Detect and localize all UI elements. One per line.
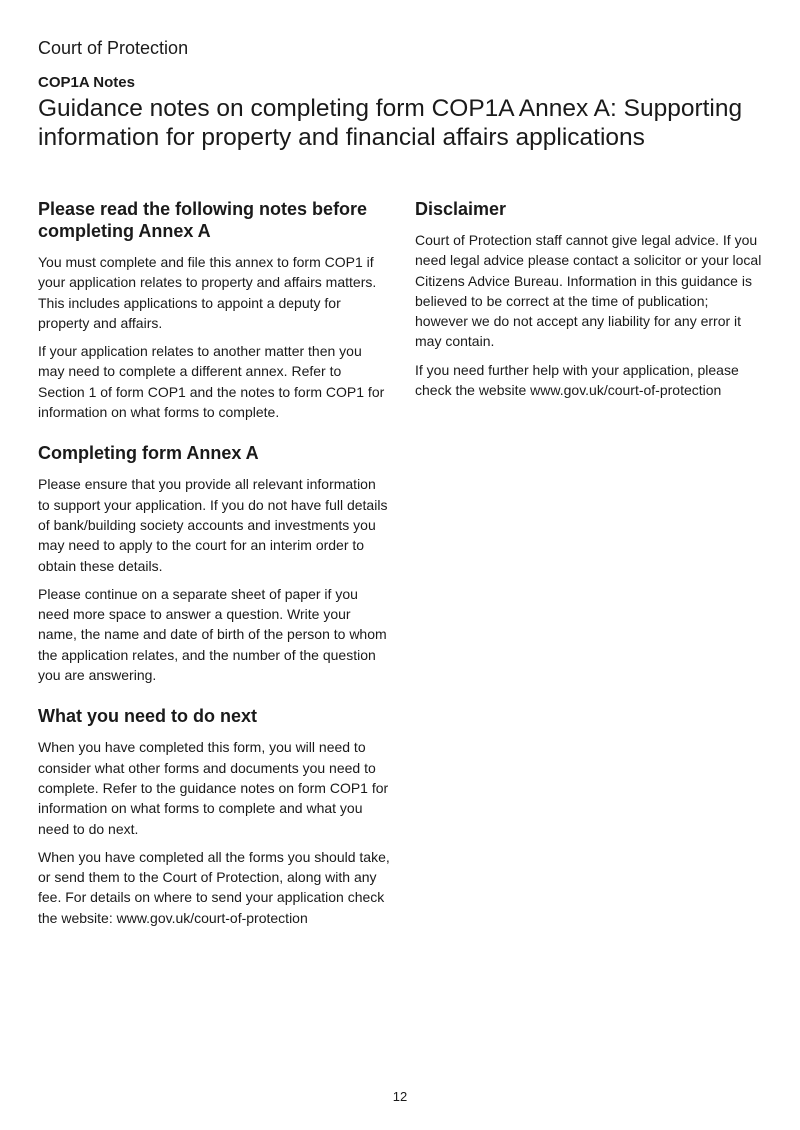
section-read-notes bbox=[38, 198, 390, 422]
section-paragraph: You must complete and file this annex to form COP1 if your application relates to property and affairs matters. This includes applications to appoint a deputy for property and affairs. bbox=[38, 254, 377, 331]
section-paragraph: If your application relates to another matter then you may need to complete a different annex. Refer to Section 1 of form COP1 and the notes to form COP1 for information on what forms to complete. bbox=[38, 343, 385, 421]
section-paragraph: When you have completed this form, you will need to consider what other forms and documents you need to complete. Refer to the guidance notes on form COP1 for information on what forms to complete and what you need to do next. bbox=[38, 739, 389, 837]
page-title: Guidance notes on completing form COP1A Annex A: Supporting information for property and financial affairs applications bbox=[38, 95, 743, 151]
section-paragraph: If you need further help with your application, please check the website www.gov.uk/court-of-protection bbox=[415, 361, 739, 399]
section-paragraph: Court of Protection staff cannot give legal advice. If you need legal advice please contact a solicitor or your local Citizens Advice Bureau. Information in this guidance is believed to be correct at the time of publication; however we do not accept any liability for any error it may contain. bbox=[415, 232, 762, 350]
page-number: 12 bbox=[392, 1089, 408, 1104]
section-paragraph: Please ensure that you provide all relevant information to support your application. If you do not have full details of bank/building society accounts and investments you may need to apply to the court for an interim order to obtain these details. bbox=[38, 476, 388, 574]
right-column bbox=[415, 198, 765, 408]
section-heading: Disclaimer bbox=[415, 199, 507, 219]
organisation-name: Court of Protection bbox=[38, 38, 189, 58]
section-next-steps bbox=[38, 705, 390, 928]
section-disclaimer bbox=[415, 198, 765, 400]
section-completing-annex bbox=[38, 442, 390, 685]
form-code: COP1A Notes bbox=[38, 74, 135, 91]
section-heading: Completing form Annex A bbox=[38, 443, 259, 464]
section-paragraph: Please continue on a separate sheet of paper if you need more space to answer a question. Write your name, the name and date of birth of the person to whom the application relates, and the number of the question you are answering. bbox=[38, 585, 387, 684]
section-heading: What you need to do next bbox=[38, 706, 257, 727]
section-heading: Please read the following notes before completing Annex A bbox=[38, 199, 368, 241]
section-paragraph: When you have completed all the forms you should take, or send them to the Court of Protection, along with any fee. For details on where to send your application check the website: www.gov.uk/court-of-protection bbox=[38, 848, 390, 926]
left-column bbox=[38, 198, 390, 936]
